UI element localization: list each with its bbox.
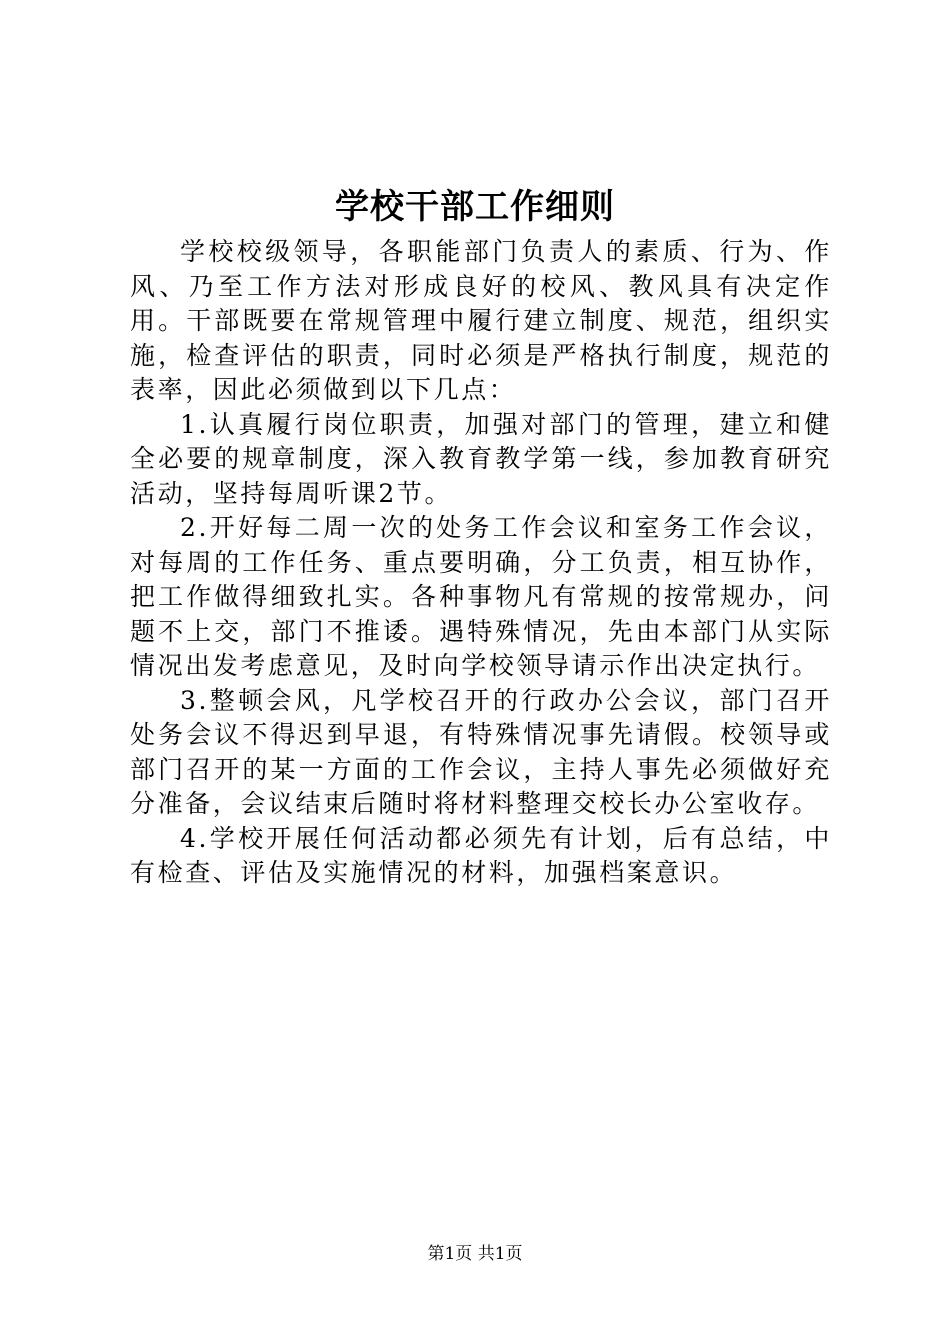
intro-paragraph: 学校校级领导，各职能部门负责人的素质、行为、作风、乃至工作方法对形成良好的校风、教风具有决定作用。干部既要在常规管理中履行建立制度、规范，组织实施，检查评估的职责，同时必须是严格执行制度，规范的表率，因此必须做到以下几点： [130,237,832,404]
rule-item-4: 4.学校开展任何活动都必须先有计划，后有总结，中有检查、评估及实施情况的材料，加强档案意识。 [130,823,832,887]
rule-item-1: 1.认真履行岗位职责，加强对部门的管理，建立和健全必要的规章制度，深入教育教学第一线，参加教育研究活动，坚持每周听课2节。 [130,409,832,508]
document-body [130,235,832,891]
rule-item-3: 3.整顿会风，凡学校召开的行政办公会议，部门召开处务会议不得迟到早退，有特殊情况事先请假。校领导或部门召开的某一方面的工作会议，主持人事先必须做好充分准备，会议结束后随时将材料整理交校长办公室收存。 [130,685,832,818]
page-number-footer: 第1页 共1页 [427,1244,523,1264]
document-title: 学校干部工作细则 [335,187,615,227]
rule-item-2: 2.开好每二周一次的处务工作会议和室务工作会议，对每周的工作任务、重点要明确，分工负责，相互协作，把工作做得细致扎实。各种事物凡有常规的按常规办，问题不上交，部门不推诿。遇特殊情况，先由本部门从实际情况出发考虑意见，及时向学校领导请示作出决定执行。 [130,513,832,680]
